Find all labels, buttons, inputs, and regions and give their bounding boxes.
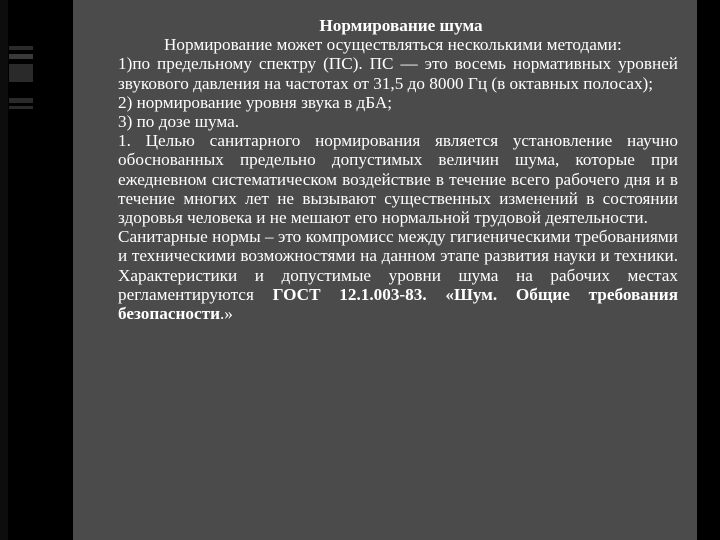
list-item [84, 35, 678, 54]
list-item-text: Санитарные нормы – это компромисс между гигиеническими требованиями и техническими возможностями на данном этапе развития науки и техники. Характеристики и допустимые уровни шума на рабочих местах регламентируются [118, 227, 678, 304]
list-item [84, 131, 678, 227]
deco-bar [9, 54, 33, 59]
slide-content [84, 16, 678, 323]
list-item [84, 93, 678, 112]
title-text: Нормирование шума [319, 16, 483, 35]
list-item [84, 227, 678, 323]
list-item-text-end: .» [220, 304, 233, 324]
deco-bar [9, 46, 33, 50]
list-item [84, 112, 678, 131]
gost-reference: ГОСТ 12.1.003-83. «Шум. Общие требования безопасности [118, 284, 678, 324]
deco-bar [9, 106, 33, 109]
left-edge-bar [0, 0, 8, 540]
decorative-bars [9, 46, 33, 136]
list-item-text: 1)по предельному спектру (ПС). ПС — это восемь нормативных уровней звукового давления на частотах от 31,5 до 8000 Гц (в октавных полосах); [118, 54, 678, 93]
list-item-text: 3) по дозе шума. [118, 112, 240, 132]
deco-bar [9, 98, 33, 103]
bullet-list [84, 35, 678, 323]
list-item-text: 2) нормирование уровня звука в дБА; [118, 92, 393, 112]
deco-bar [9, 64, 33, 82]
list-item-text: Нормирование может осуществляться несколькими методами: [164, 35, 622, 55]
slide-title [84, 16, 678, 35]
list-item [84, 54, 678, 92]
list-item-text: 1. Целью санитарного нормирования является установление научно обоснованных предельно допустимых величин шума, которые при ежедневном систематическом воздействие в течение всего рабочего дня и в течение многих лет не вызывают существенных изменений в состоянии здоровья человека и не мешают его нормальной трудовой деятельности. [118, 131, 678, 228]
